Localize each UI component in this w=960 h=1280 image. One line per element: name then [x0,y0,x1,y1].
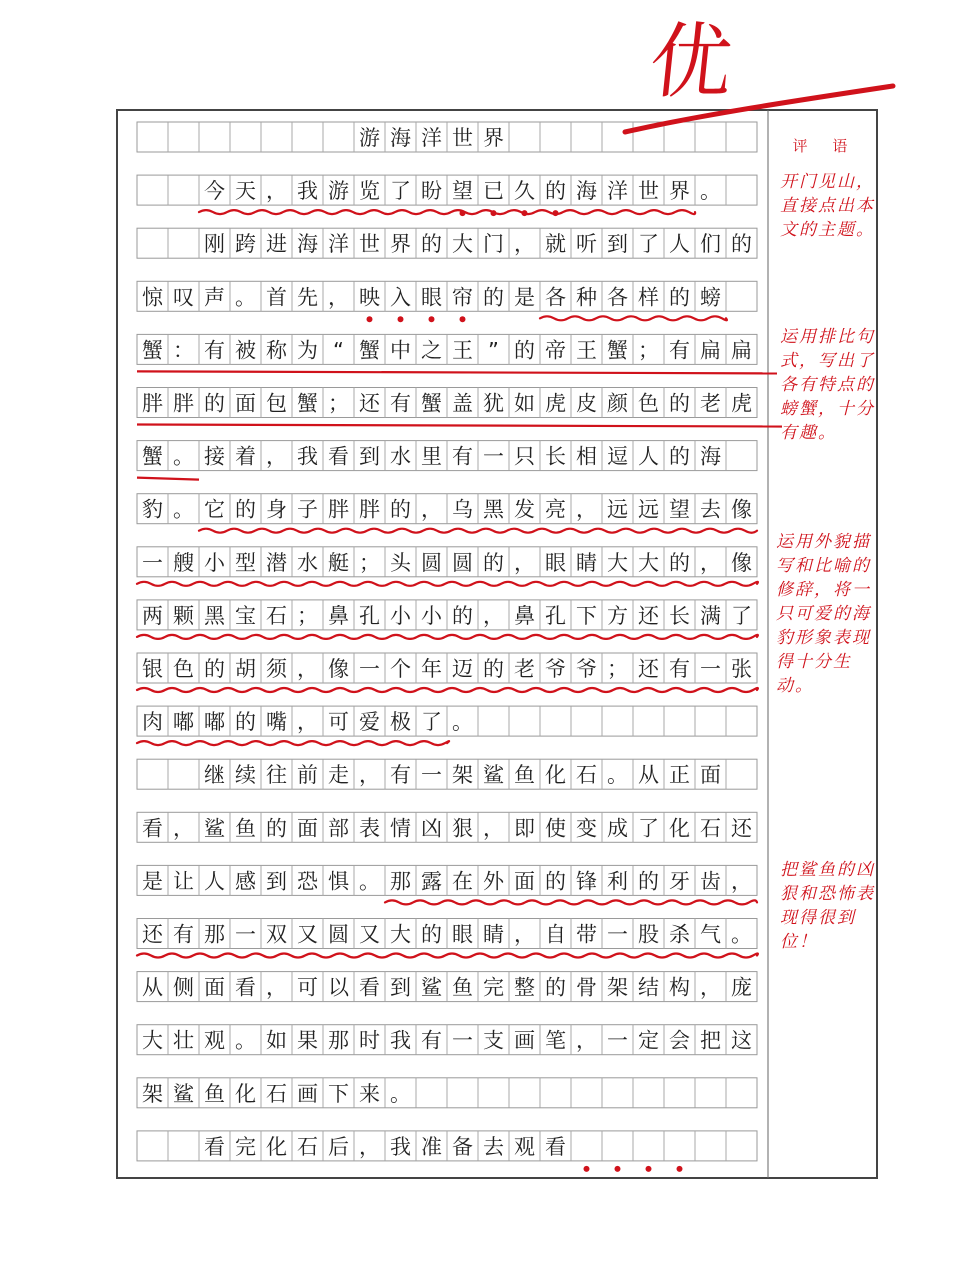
essay-line: 豹 。 它 的 身 子 胖 胖 的 ， 乌 黑 发 亮 ， 远 远 望 去 像 [142,497,752,522]
emphasis-dot [646,1166,652,1172]
essay-line: 两 颗 黑 宝 石 ； 鼻 孔 小 小 的 ， 鼻 孔 下 方 还 长 满 了 [142,603,752,628]
essay-line: 一 艘 小 型 潜 水 艇 ； 头 圆 圆 的 ， 眼 睛 大 大 的 ， 像 [142,550,752,575]
emphasis-dot [615,1166,621,1172]
comment-4: 把鲨鱼的凶狠和恐怖表现得很到位！ [780,860,875,952]
wavy-underline [385,900,757,904]
emphasis-dot [429,316,435,322]
grade-mark: 优 [645,15,738,110]
paper-border [117,110,877,1178]
essay-line: 架 鲨 鱼 化 石 画 下 来 。 [142,1081,411,1106]
wavy-underline [137,635,758,639]
essay-line: 刚 跨 进 海 洋 世 界 的 大 门 ， 就 听 到 了 人 们 的 [204,232,752,257]
emphasis-dot [553,210,559,216]
essay-line: 还 有 那 一 双 又 圆 又 大 的 眼 睛 ， 自 带 一 股 杀 气 。 [142,922,752,947]
emphasis-dot [584,1166,590,1172]
wavy-underline [137,582,758,586]
wavy-underline [540,316,727,320]
straight-underline [137,371,777,373]
essay-line: 惊 叹 声 。 首 先 ， 映 入 眼 帘 的 是 各 种 各 样 的 螃 [142,285,721,310]
essay-line: 银 色 的 胡 须 ， 像 一 个 年 迈 的 老 爷 爷 ； 还 有 一 张 [142,657,752,681]
essay-line: 看 ， 鲨 鱼 的 面 部 表 情 凶 狠 ， 即 使 变 成 了 化 石 还 [142,816,752,841]
wavy-underline [199,529,757,533]
wavy-underline [137,688,758,692]
emphasis-dot [522,210,528,216]
essay-line: 看 完 化 石 后 ， 我 准 备 去 观 看 [204,1134,566,1159]
emphasis-dot [677,1166,683,1172]
essay-line: 胖 胖 的 面 包 蟹 ； 还 有 蟹 盖 犹 如 虎 皮 颜 色 的 老 虎 [142,391,752,416]
emphasis-dot [398,316,404,322]
straight-underline [137,478,199,480]
essay-line: 蟹 。 接 着 ， 我 看 到 水 里 有 一 只 长 相 逗 人 的 海 [142,444,721,469]
essay-line: 是 让 人 感 到 恐 惧 。 那 露 在 外 面 的 锋 利 的 牙 齿 ， [142,869,752,894]
essay-line: 蟹 ： 有 被 称 为 “ 蟹 中 之 王 ” 的 帝 王 蟹 ； 有 扁 扁 [142,338,752,363]
wavy-underline [137,741,449,745]
essay-line: 今 天 ， 我 游 览 了 盼 望 已 久 的 海 洋 世 界 。 [204,179,721,204]
emphasis-dot [460,210,466,216]
emphasis-dot [367,316,373,322]
straight-underline [137,425,782,427]
wavy-underline [137,954,758,958]
grid-cells [137,122,757,1161]
essay-line: 肉 嘟 嘟 的 嘴 ， 可 爱 极 了 。 [142,710,473,735]
emphasis-dot [491,210,497,216]
comment-3: 运用外貌描写和比喻的修辞，将一只可爱的海豹形象表现得十分生动。 [776,532,871,696]
comment-1: 开门见山，直接点出本文的主题。 [780,172,875,240]
essay-title: 游 海 洋 世 界 [359,126,504,150]
essay-line: 从 侧 面 看 ， 可 以 看 到 鲨 鱼 完 整 的 骨 架 结 构 ， 庞 [142,975,752,1000]
emphasis-dot [460,316,466,322]
comment-2: 运用排比句式，写出了各有特点的螃蟹，十分有趣。 [780,327,875,443]
comment-heading: 评 语 [792,137,858,155]
wavy-underline [199,210,695,214]
essay-line: 继 续 往 前 走 ， 有 一 架 鲨 鱼 化 石 。 从 正 面 [204,763,721,788]
essay-line: 大 壮 观 。 如 果 那 时 我 有 一 支 画 笔 ， 一 定 会 把 这 [142,1028,752,1053]
